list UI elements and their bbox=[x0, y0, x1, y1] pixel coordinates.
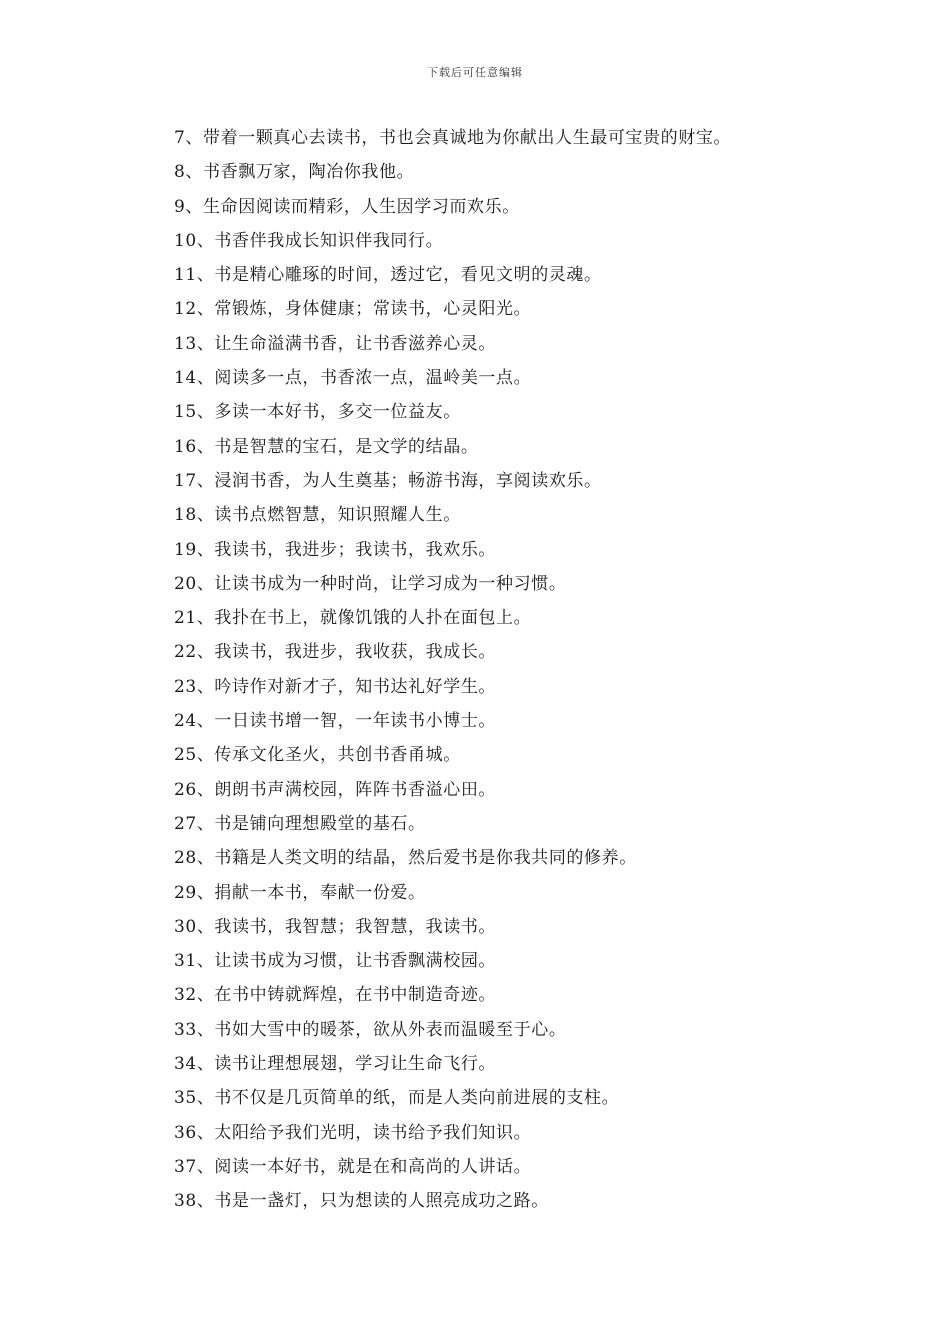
page-header: 下载后可任意编辑 bbox=[427, 66, 523, 79]
list-item: 35、书不仅是几页简单的纸，而是人类向前进展的支柱。 bbox=[174, 1088, 620, 1109]
list-item: 28、书籍是人类文明的结晶，然后爱书是你我共同的修养。 bbox=[174, 848, 637, 869]
list-item: 23、吟诗作对新才子，知书达礼好学生。 bbox=[174, 676, 497, 697]
list-item: 15、多读一本好书，多交一位益友。 bbox=[174, 402, 461, 423]
list-item: 8、书香飘万家，陶冶你我他。 bbox=[174, 162, 415, 183]
list-item: 18、读书点燃智慧，知识照耀人生。 bbox=[174, 505, 461, 526]
list-item: 33、书如大雪中的暖茶，欲从外表而温暖至于心。 bbox=[174, 1019, 567, 1040]
list-item: 32、在书中铸就辉煌，在书中制造奇迹。 bbox=[174, 985, 497, 1006]
list-item: 29、捐献一本书，奉献一份爱。 bbox=[174, 882, 426, 903]
list-item: 24、一日读书增一智，一年读书小博士。 bbox=[174, 711, 497, 732]
list-item: 34、读书让理想展翅，学习让生命飞行。 bbox=[174, 1054, 497, 1075]
list-item: 12、常锻炼，身体健康；常读书，心灵阳光。 bbox=[174, 299, 532, 320]
list-item: 20、让读书成为一种时尚，让学习成为一种习惯。 bbox=[174, 573, 567, 594]
list-item: 21、我扑在书上，就像饥饿的人扑在面包上。 bbox=[174, 608, 532, 629]
list-item: 14、阅读多一点，书香浓一点，温岭美一点。 bbox=[174, 368, 532, 389]
list-item: 7、带着一颗真心去读书，书也会真诚地为你献出人生最可宝贵的财宝。 bbox=[174, 128, 732, 148]
list-item: 27、书是铺向理想殿堂的基石。 bbox=[174, 813, 426, 834]
list-item: 10、书香伴我成长知识伴我同行。 bbox=[174, 230, 444, 251]
list-item: 31、让读书成为习惯，让书香飘满校园。 bbox=[174, 951, 497, 972]
list-item: 36、太阳给予我们光明，读书给予我们知识。 bbox=[174, 1122, 532, 1143]
list-item: 13、让生命溢满书香，让书香滋养心灵。 bbox=[174, 333, 497, 354]
list-item: 17、浸润书香，为人生奠基；畅游书海，享阅读欢乐。 bbox=[174, 470, 602, 491]
list-item: 22、我读书，我进步，我收获，我成长。 bbox=[174, 642, 497, 663]
list-item: 26、朗朗书声满校园，阵阵书香溢心田。 bbox=[174, 779, 497, 800]
list-item: 30、我读书，我智慧；我智慧，我读书。 bbox=[174, 916, 497, 937]
slogan-list bbox=[174, 121, 894, 1219]
list-item: 9、生命因阅读而精彩，人生因学习而欢乐。 bbox=[174, 196, 520, 217]
list-item: 38、书是一盏灯，只为想读的人照亮成功之路。 bbox=[174, 1191, 549, 1212]
list-item: 11、书是精心雕琢的时间，透过它，看见文明的灵魂。 bbox=[174, 265, 602, 286]
list-item: 16、书是智慧的宝石，是文学的结晶。 bbox=[174, 436, 479, 457]
list-item: 19、我读书，我进步；我读书，我欢乐。 bbox=[174, 539, 497, 560]
list-item: 25、传承文化圣火，共创书香甬城。 bbox=[174, 745, 461, 766]
list-item: 37、阅读一本好书，就是在和高尚的人讲话。 bbox=[174, 1156, 532, 1177]
